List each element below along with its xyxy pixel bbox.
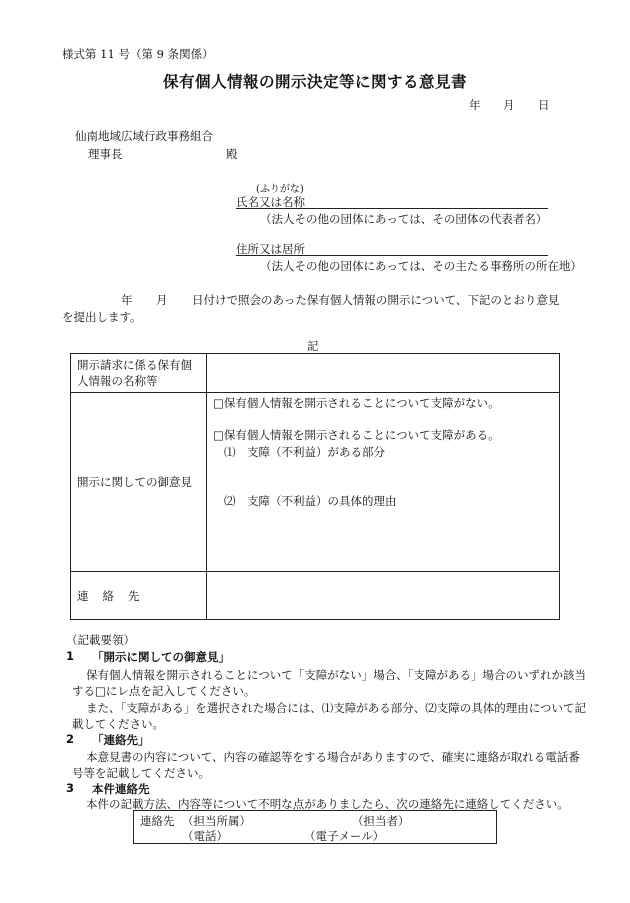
name-note: （法人その他の団体にあっては、その団体の代表者名） <box>260 212 548 226</box>
note2-line2: 号等を記載してください。 <box>72 766 210 780</box>
row3-value-cell[interactable] <box>207 572 560 620</box>
date-month: 月 <box>503 98 515 112</box>
date-year: 年 <box>469 98 481 112</box>
address-note: （法人その他の団体にあっては、その主たる事務所の所在地） <box>260 259 582 273</box>
option-no-issue-checkbox[interactable]: □保有個人情報を開示されることについて支障がない。 <box>213 396 500 410</box>
contact-box-person: （担当者） <box>352 814 410 828</box>
note2-number: 2 <box>66 732 75 746</box>
contact-box-phone: （電話） <box>182 829 228 843</box>
notes-header: （記載要領） <box>66 633 135 647</box>
note3-line: 本件の記載方法、内容等について不明な点がありましたら、次の連絡先に連絡してください。 <box>86 797 569 811</box>
note1-p1-line2: する□にレ点を記入してください。 <box>72 684 256 698</box>
sub-item-1: ⑴ 支障（不利益）がある部分 <box>224 445 385 459</box>
date-day: 日 <box>538 98 550 112</box>
contact-label: 連絡先 <box>77 588 154 603</box>
note2-line1: 本意見書の内容について、内容の確認等をする場合がありますので、確実に連絡が取れる電話番 <box>86 750 580 764</box>
name-label: 氏名又は名称 <box>236 195 305 209</box>
address-line <box>236 255 548 256</box>
form-number: 様式第 11 号（第 9 条関係） <box>62 47 214 61</box>
intro-line2: を提出します。 <box>62 310 142 324</box>
contact-box-dept: （担当所属） <box>182 814 251 828</box>
intro-line1: 日付けで照会のあった保有個人情報の開示について、下記のとおり意見 <box>192 293 560 307</box>
opinion-table <box>70 353 560 620</box>
note3-number: 3 <box>66 781 75 795</box>
option-issue-checkbox[interactable]: □保有個人情報を開示されることについて支障がある。 <box>213 428 500 442</box>
name-line <box>236 208 548 209</box>
row1-label-line2: 人情報の名称等 <box>77 374 158 388</box>
ki-heading: 記 <box>307 339 319 353</box>
note2-title: 「連絡先」 <box>92 733 150 747</box>
row1-value-cell[interactable] <box>207 354 560 393</box>
note1-title: 「開示に関しての御意見」 <box>92 650 230 664</box>
row2-label-cell <box>71 393 207 572</box>
addressee-organization: 仙南地域広域行政事務組合 <box>75 129 213 143</box>
intro-year: 年 <box>121 293 133 307</box>
sub-item-2: ⑵ 支障（不利益）の具体的理由 <box>224 494 397 508</box>
row3-label-cell <box>71 572 207 620</box>
contact-info-box <box>133 810 497 844</box>
note3-title: 本件連絡先 <box>92 782 150 796</box>
row2-value-cell <box>207 393 560 572</box>
note1-p2-line2: 載してください。 <box>72 717 164 731</box>
row1-label-cell <box>71 354 207 393</box>
contact-box-label: 連絡先 <box>140 814 175 828</box>
furigana-label: (ふりがな) <box>256 184 304 195</box>
address-label: 住所又は居所 <box>236 242 305 256</box>
page-title: 保有個人情報の開示決定等に関する意見書 <box>162 73 467 91</box>
note1-number: 1 <box>66 649 75 663</box>
row1-label-line1: 開示請求に係る保有個 <box>77 358 192 372</box>
row2-label: 開示に関しての御意見 <box>77 475 192 489</box>
contact-box-email: （電子メール） <box>304 829 385 843</box>
note1-p1-line1: 保有個人情報を開示されることについて「支障がない」場合、「支障がある」場合のいずれか該当 <box>86 668 587 682</box>
addressee-honorific: 殿 <box>226 147 238 161</box>
addressee-position: 理事長 <box>88 147 123 161</box>
intro-month: 月 <box>156 293 168 307</box>
note1-p2-line1: また、「支障がある」を選択された場合には、⑴支障がある部分、⑵支障の具体的理由について記 <box>86 701 587 715</box>
